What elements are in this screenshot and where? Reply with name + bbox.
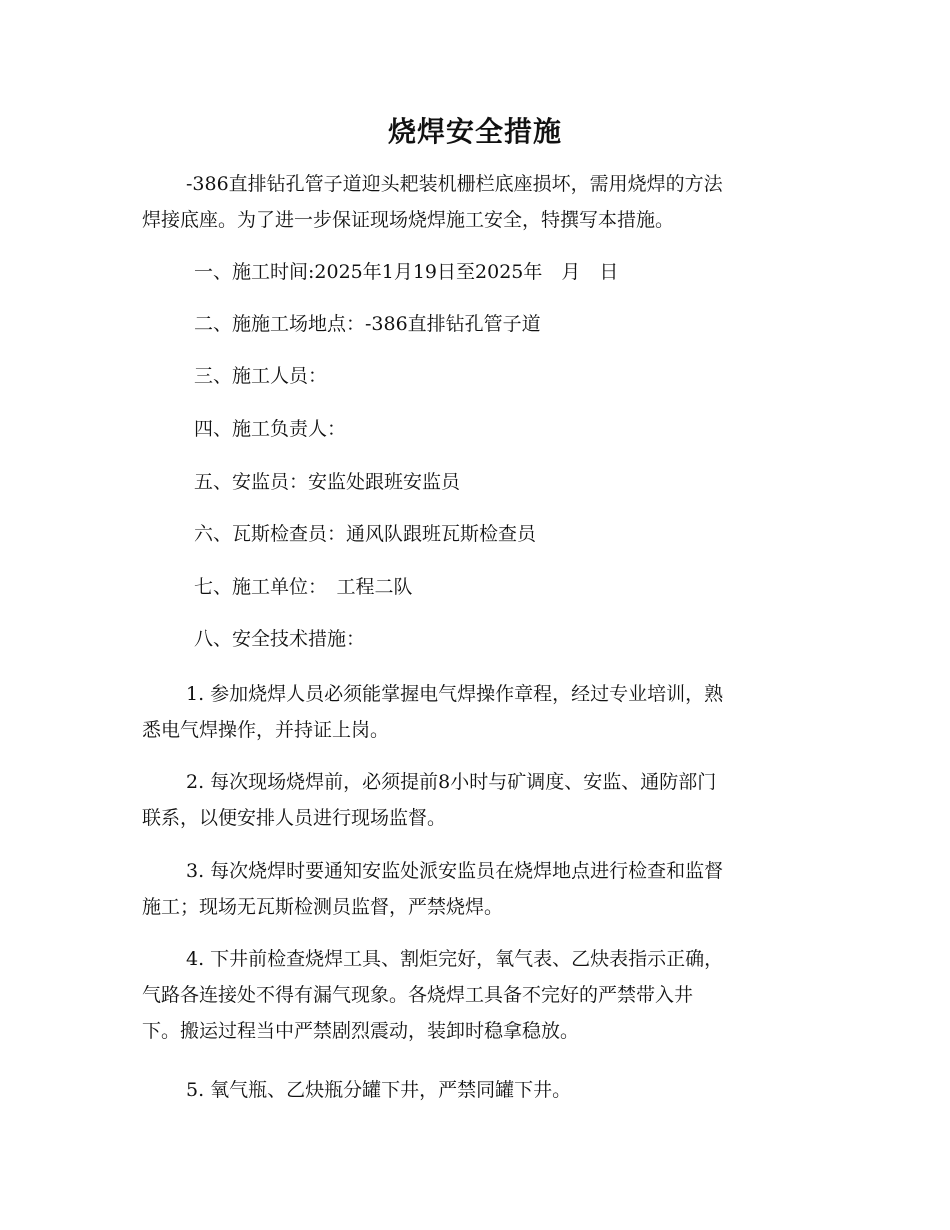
item-unit-text: 七、施工单位： 工程二队 [194,576,413,598]
measures-heading [142,621,808,657]
measure-4-line-2: 气路各连接处不得有漏气现象。各烧焊工具备不完好的严禁带入井 [142,984,694,1006]
measure-2 [142,764,808,836]
measure-1 [142,676,808,748]
intro-line-1: -386直排钻孔管子道迎头耙装机栅栏底座损坏，需用烧焊的方法 [186,173,723,195]
item-safety-officer [142,464,808,500]
item-place-text: 二、施施工场地点：-386直排钻孔管子道 [194,313,541,335]
document-title: 烧焊安全措施 [387,115,562,148]
measure-2-line-1: 2. 每次现场烧焊前，必须提前8小时与矿调度、安监、通防部门 [186,771,717,793]
measure-4-line-3: 下。搬运过程当中严禁剧烈震动，装卸时稳拿稳放。 [142,1020,580,1042]
item-personnel-text: 三、施工人员： [194,365,328,387]
measure-5-line-1: 5. 氧气瓶、乙炔瓶分罐下井，严禁同罐下井。 [186,1079,572,1101]
item-safety-officer-text: 五、安监员：安监处跟班安监员 [194,471,461,493]
item-construction-place [142,306,808,342]
item-construction-unit [142,569,808,605]
measures-heading-text: 八、安全技术措施： [194,628,366,650]
measure-3-line-1: 3. 每次烧焊时要通知安监处派安监员在烧焊地点进行检查和监督 [186,860,724,882]
item-construction-personnel [142,358,808,394]
item-time-text: 一、施工时间:2025年1月19日至2025年 月 日 [194,261,619,283]
item-construction-time [142,254,808,290]
intro-line-2: 焊接底座。为了进一步保证现场烧焊施工安全，特撰写本措施。 [142,209,675,231]
measure-3 [142,853,808,925]
item-construction-leader [142,411,808,447]
measure-3-line-2: 施工；现场无瓦斯检测员监督，严禁烧焊。 [142,896,504,918]
item-gas-inspector-text: 六、瓦斯检查员：通风队跟班瓦斯检查员 [194,523,537,545]
measure-5 [142,1072,808,1108]
measure-1-line-1: 1. 参加烧焊人员必须能掌握电气焊操作章程，经过专业培训，熟 [186,683,724,705]
measure-4-line-1: 4. 下井前检查烧焊工具、割炬完好，氧气表、乙炔表指示正确， [186,948,724,970]
measure-4 [142,941,808,1049]
item-leader-text: 四、施工负责人： [194,418,347,440]
measure-1-line-2: 悉电气焊操作，并持证上岗。 [142,719,390,741]
measure-2-line-2: 联系，以便安排人员进行现场监督。 [142,807,447,829]
item-gas-inspector [142,516,808,552]
intro-paragraph [142,166,808,238]
